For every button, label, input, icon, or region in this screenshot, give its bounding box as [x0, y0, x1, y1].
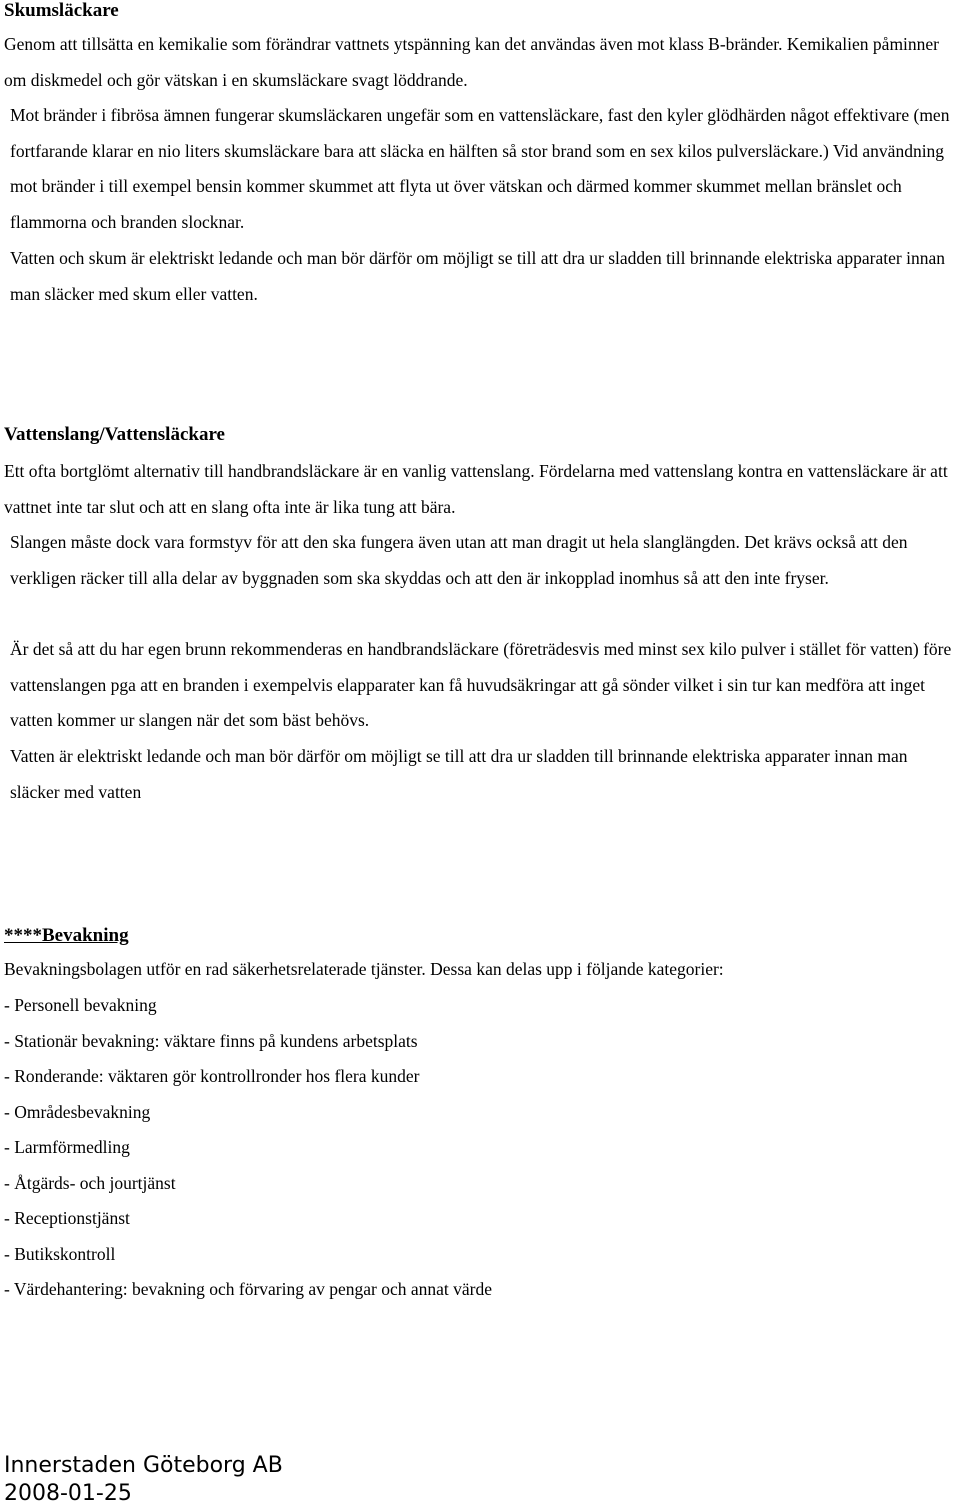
paragraph-bevakning-intro: Bevakningsbolagen utför en rad säkerhetsrelaterade tjänster. Dessa kan delas upp i följande kategorier: [4, 959, 724, 979]
heading-bevakning: ****Bevakning [4, 925, 129, 946]
list-item: - Områdesbevakning [4, 1101, 151, 1122]
footer-date: 2008-01-25 [4, 1481, 132, 1506]
list-item: - Personell bevakning [4, 995, 157, 1015]
paragraph-skum-intro: Genom att tillsätta en kemikalie som förändrar vattnets ytspänning kan det användas även mot klass B-bränder. Kemikalien påminner om diskmedel och gör vätskan i en skumsläckare svagt löddrande. [4, 34, 940, 90]
list-item: - Ronderande: väktaren gör kontrollronder hos flera kunder [4, 1066, 420, 1086]
paragraph-vattenslang-brunn: Är det så att du har egen brunn rekommenderas en handbrandsläckare (företrädesvis med minst sex kilo pulver i stället för vatten) före vattenslangen pga att en branden i exempelvis elapparater kan få huvudsäkringar att gå sönder vilket i sin tur kan medföra att inget vatten kommer ur slangen när det som bäst behövs. [10, 639, 952, 730]
heading-vattenslang: Vattenslang/Vattensläckare [4, 424, 225, 445]
paragraph-vattenslang-formstyv: Slangen måste dock vara formstyv för att den ska fungera även utan att man dragit ut hela slanglängden. Det krävs också att den verkligen räcker till alla delar av byggnaden som ska skyddas och att den är inkopplad inomhus så att den inte fryser. [10, 532, 908, 588]
bevakning-category-list [4, 988, 958, 1308]
list-item: - Värdehantering: bevakning och förvaring av pengar och annat värde [4, 1279, 493, 1299]
paragraph-skum-elektriskt: Vatten och skum är elektriskt ledande och man bör därför om möjligt se till att dra ur sladden till brinnande elektriska apparater innan man släcker med skum eller vatten. [10, 248, 945, 304]
heading-skumslackare: Skumsläckare [4, 0, 119, 21]
list-item: - Receptionstjänst [4, 1208, 130, 1228]
paragraph-skum-fibrosa: Mot bränder i fibrösa ämnen fungerar skumsläckaren ungefär som en vattensläckare, fast den kyler glödhärden något effektivare (men fortfarande klarar en nio liters skumsläckare bara att släcka en hälften så stor brand som en sex kilos pulversläckare.) Vid användning mot bränder i till exempel bensin kommer skummet att flyta ut över vätskan och därmed kommer skummet mellan bränslet och flammorna och branden slocknar. [10, 105, 950, 232]
paragraph-vattenslang-elektriskt: Vatten är elektriskt ledande och man bör därför om möjligt se till att dra ur sladden till brinnande elektriska apparater innan man släcker med vatten [10, 746, 908, 802]
list-item: - Åtgärds- och jourtjänst [4, 1172, 176, 1193]
list-item: - Stationär bevakning: väktare finns på kundens arbetsplats [4, 1030, 418, 1051]
list-item: - Butikskontroll [4, 1243, 116, 1264]
footer-company-name: Innerstaden Göteborg AB [4, 1453, 283, 1478]
paragraph-vattenslang-intro: Ett ofta bortglömt alternativ till handbrandsläckare är en vanlig vattenslang. Fördelarna med vattenslang kontra en vattensläckare är att vattnet inte tar slut och att en slang ofta inte är lika tung att bära. [4, 461, 948, 517]
list-item: - Larmförmedling [4, 1137, 130, 1157]
